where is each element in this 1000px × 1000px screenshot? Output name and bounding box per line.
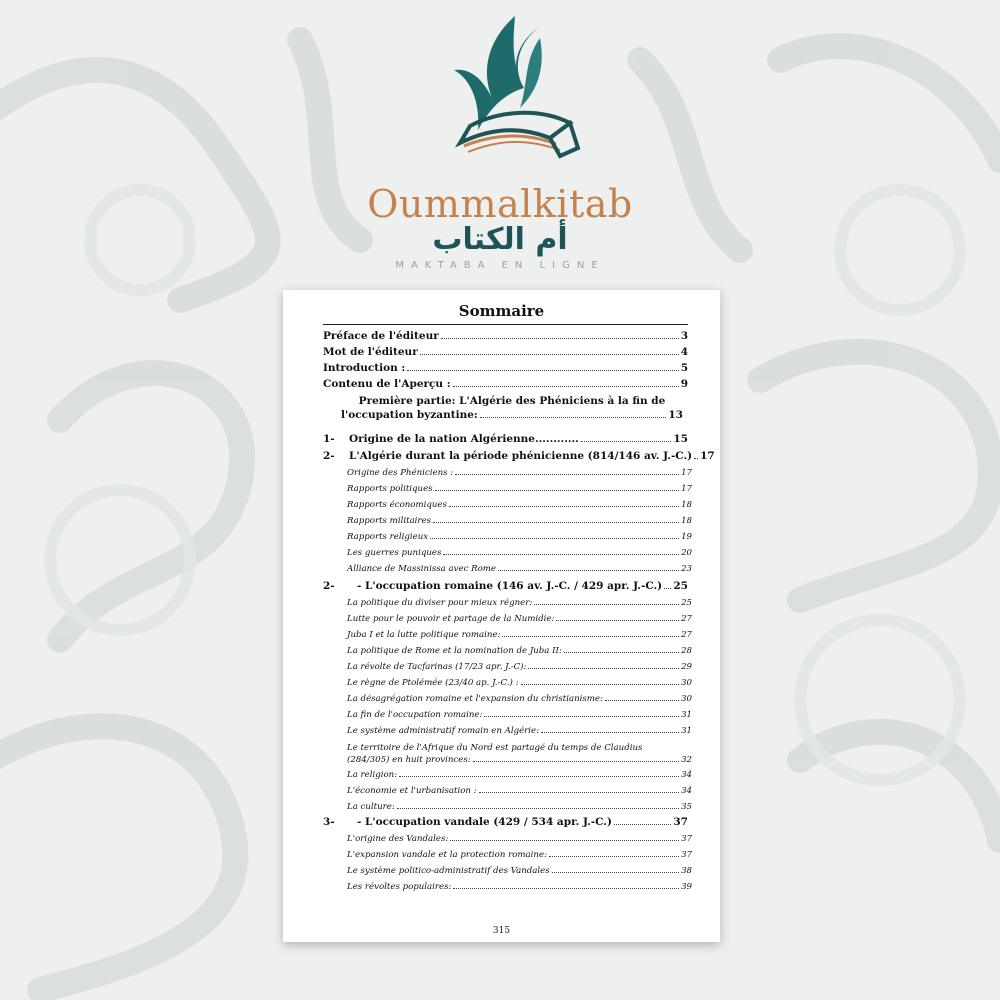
- toc-entry-label: Préface de l'éditeur: [323, 330, 439, 342]
- toc-entry: [323, 346, 688, 358]
- subentry-label-line1: Le territoire de l'Afrique du Nord est partagé du temps de Claudius: [347, 743, 643, 753]
- section-page: 37: [673, 816, 688, 828]
- toc-entry: [323, 330, 688, 342]
- table-of-contents-page: [283, 290, 720, 942]
- toc-subentry: [347, 662, 692, 672]
- section-number: 2-: [323, 580, 335, 592]
- dot-leader: [450, 840, 679, 841]
- subentry-page: 17: [681, 468, 692, 478]
- toc-entry: [323, 378, 688, 390]
- toc-entry-page: 4: [680, 346, 688, 358]
- subentry-label: La religion:: [347, 770, 398, 780]
- toc-subentry: [347, 710, 692, 720]
- dot-leader: [498, 570, 679, 571]
- dot-leader: [433, 522, 679, 523]
- subentry-label: L'expansion vandale et la protection romaine:: [347, 850, 547, 860]
- dot-leader: [694, 458, 698, 459]
- subentry-label: Rapports économiques: [347, 500, 447, 510]
- part-heading-line2-row: [341, 408, 683, 422]
- subentry-page: 29: [681, 662, 692, 672]
- section-page: 17: [700, 450, 715, 462]
- quill-book-logo-icon: [420, 8, 590, 178]
- subentry-page: 27: [681, 614, 692, 624]
- part-heading-page: 13: [668, 409, 683, 421]
- subentry-page: 35: [681, 802, 692, 812]
- subentry-label: Rapports militaires: [347, 516, 431, 526]
- toc-subentry: [347, 694, 692, 704]
- dot-leader: [664, 588, 671, 589]
- subentry-page: 30: [681, 694, 692, 704]
- subentry-label: Juba I et la lutte politique romaine:: [347, 630, 501, 640]
- dot-leader: [435, 490, 679, 491]
- subentry-page: 31: [681, 710, 692, 720]
- section-number: 3-: [323, 816, 335, 828]
- section-label: - L'occupation vandale (429 / 534 apr. J.-C.): [357, 816, 612, 828]
- subentry-label: La politique de Rome et la nomination de Juba II:: [347, 646, 562, 656]
- section-number: 2-: [323, 450, 335, 462]
- toc-entry-page: 5: [680, 362, 688, 374]
- subentry-label: La culture:: [347, 802, 395, 812]
- toc-section: [323, 816, 688, 828]
- dot-leader: [528, 668, 679, 669]
- toc-entry-label: Contenu de l'Aperçu :: [323, 378, 451, 390]
- subentry-label: Le règne de Ptolémée (23/40 ap. J.-C.) :: [347, 678, 519, 688]
- subentry-label: Le système politico-administratif des Vandales: [347, 866, 550, 876]
- subentry-page: 39: [681, 882, 692, 892]
- subentry-page: 18: [681, 500, 692, 510]
- dot-leader: [441, 338, 679, 339]
- dot-leader: [552, 872, 679, 873]
- toc-subentry: [347, 786, 692, 796]
- part-heading-line2: l'occupation byzantine:: [341, 409, 478, 421]
- dot-leader: [453, 386, 679, 387]
- toc-subentry: [347, 882, 692, 892]
- dot-leader: [453, 888, 679, 889]
- dot-leader: [541, 732, 679, 733]
- toc-subentry: [347, 850, 692, 860]
- toc-subentry: [347, 500, 692, 510]
- dot-leader: [449, 506, 679, 507]
- page-title: Sommaire: [458, 302, 545, 320]
- subentry-label: Rapports religieux: [347, 532, 429, 542]
- title-divider: [323, 324, 688, 325]
- subentry-page: 25: [681, 598, 692, 608]
- subentry-page: 23: [681, 564, 692, 574]
- subentry-page: 34: [681, 770, 692, 780]
- brand-name: Oummalkitab: [367, 182, 633, 226]
- toc-subentry: [347, 770, 692, 780]
- subentry-page: 30: [681, 678, 692, 688]
- subentry-label: L'économie et l'urbanisation :: [347, 786, 477, 796]
- dot-leader: [484, 716, 679, 717]
- toc-entry-label: Mot de l'éditeur: [323, 346, 418, 358]
- section-label: Origine de la nation Algérienne............: [349, 433, 579, 445]
- brand-header: [0, 0, 1000, 280]
- subentry-page: 37: [681, 834, 692, 844]
- dot-leader: [407, 370, 678, 371]
- section-page: 25: [673, 580, 688, 592]
- brand-arabic-name: أم الكتاب: [432, 222, 568, 257]
- subentry-label: La révolte de Tacfarinas (17/23 apr. J.-C):: [347, 662, 527, 672]
- subentry-label: Le système administratif romain en Algérie:: [347, 726, 540, 736]
- toc-subentry: [347, 516, 692, 526]
- subentry-label: Origine des Phéniciens :: [347, 468, 454, 478]
- subentry-page: 34: [681, 786, 692, 796]
- toc-subentry: [347, 866, 692, 876]
- subentry-label: Lutte pour le pouvoir et partage de la Numidie:: [347, 614, 555, 624]
- toc-subentry: [347, 614, 692, 624]
- toc-subentry: [347, 630, 692, 640]
- toc-subentry: [347, 468, 692, 478]
- subentry-label: La fin de l'occupation romaine:: [347, 710, 483, 720]
- subentry-page: 31: [681, 726, 692, 736]
- section-number: 1-: [323, 433, 335, 445]
- subentry-page: 37: [681, 850, 692, 860]
- subentry-label-line2: (284/305) en huit provinces:: [347, 755, 471, 765]
- toc-subentry: [347, 484, 692, 494]
- dot-leader: [549, 856, 679, 857]
- dot-leader: [564, 652, 679, 653]
- dot-leader: [581, 441, 672, 442]
- dot-leader: [443, 554, 679, 555]
- toc-subentry-multiline: [347, 742, 692, 766]
- toc-subentry: [347, 532, 692, 542]
- toc-subentry: [347, 802, 692, 812]
- dot-leader: [605, 700, 679, 701]
- toc-subentry: [347, 646, 692, 656]
- subentry-label: Rapports politiques: [347, 484, 433, 494]
- subentry-label: La désagrégation romaine et l'expansion du christianisme:: [347, 694, 603, 704]
- dot-leader: [430, 538, 679, 539]
- toc-section: [323, 450, 715, 462]
- subentry-page: 28: [681, 646, 692, 656]
- subentry-label: La politique du diviser pour mieux régner:: [347, 598, 533, 608]
- toc-subentry: [347, 548, 692, 558]
- subentry-label: L'origine des Vandales:: [347, 834, 449, 844]
- part-heading-line1: Première partie: L'Algérie des Phéniciens à la fin de: [358, 395, 666, 407]
- toc-subentry: [347, 834, 692, 844]
- dot-leader: [614, 824, 671, 825]
- page-number: 315: [492, 926, 511, 936]
- brand-tagline: MAKTABA EN LIGNE: [395, 260, 605, 271]
- section-page: 15: [673, 433, 688, 445]
- subentry-label: Alliance de Massinissa avec Rome: [347, 564, 496, 574]
- subentry-line2-row: [347, 754, 692, 766]
- dot-leader: [399, 776, 679, 777]
- toc-subentry: [347, 726, 692, 736]
- subentry-page: 19: [681, 532, 692, 542]
- section-label: - L'occupation romaine (146 av. J.-C. / 429 apr. J.-C.): [357, 580, 663, 592]
- dot-leader: [534, 604, 679, 605]
- subentry-label: Les révoltes populaires:: [347, 882, 452, 892]
- subentry-page: 38: [681, 866, 692, 876]
- dot-leader: [502, 636, 679, 637]
- dot-leader: [521, 684, 680, 685]
- toc-entry: [323, 362, 688, 374]
- dot-leader: [397, 808, 679, 809]
- dot-leader: [480, 417, 667, 418]
- toc-section: [323, 433, 688, 445]
- toc-entry-page: 3: [680, 330, 688, 342]
- dot-leader: [473, 761, 679, 762]
- subentry-page: 32: [681, 755, 692, 765]
- toc-entry-label: Introduction :: [323, 362, 406, 374]
- subentry-page: 27: [681, 630, 692, 640]
- subentry-page: 18: [681, 516, 692, 526]
- dot-leader: [556, 620, 679, 621]
- subentry-page: 17: [681, 484, 692, 494]
- toc-subentry: [347, 678, 692, 688]
- subentry-page: 20: [681, 548, 692, 558]
- dot-leader: [479, 792, 679, 793]
- subentry-label: Les guerres puniques: [347, 548, 442, 558]
- toc-subentry: [347, 564, 692, 574]
- dot-leader: [420, 354, 679, 355]
- toc-section: [323, 580, 688, 592]
- part-heading: [341, 394, 683, 422]
- toc-entry-page: 9: [680, 378, 688, 390]
- dot-leader: [455, 474, 679, 475]
- toc-subentry: [347, 598, 692, 608]
- section-label: L'Algérie durant la période phénicienne (814/146 av. J.-C.): [349, 450, 693, 462]
